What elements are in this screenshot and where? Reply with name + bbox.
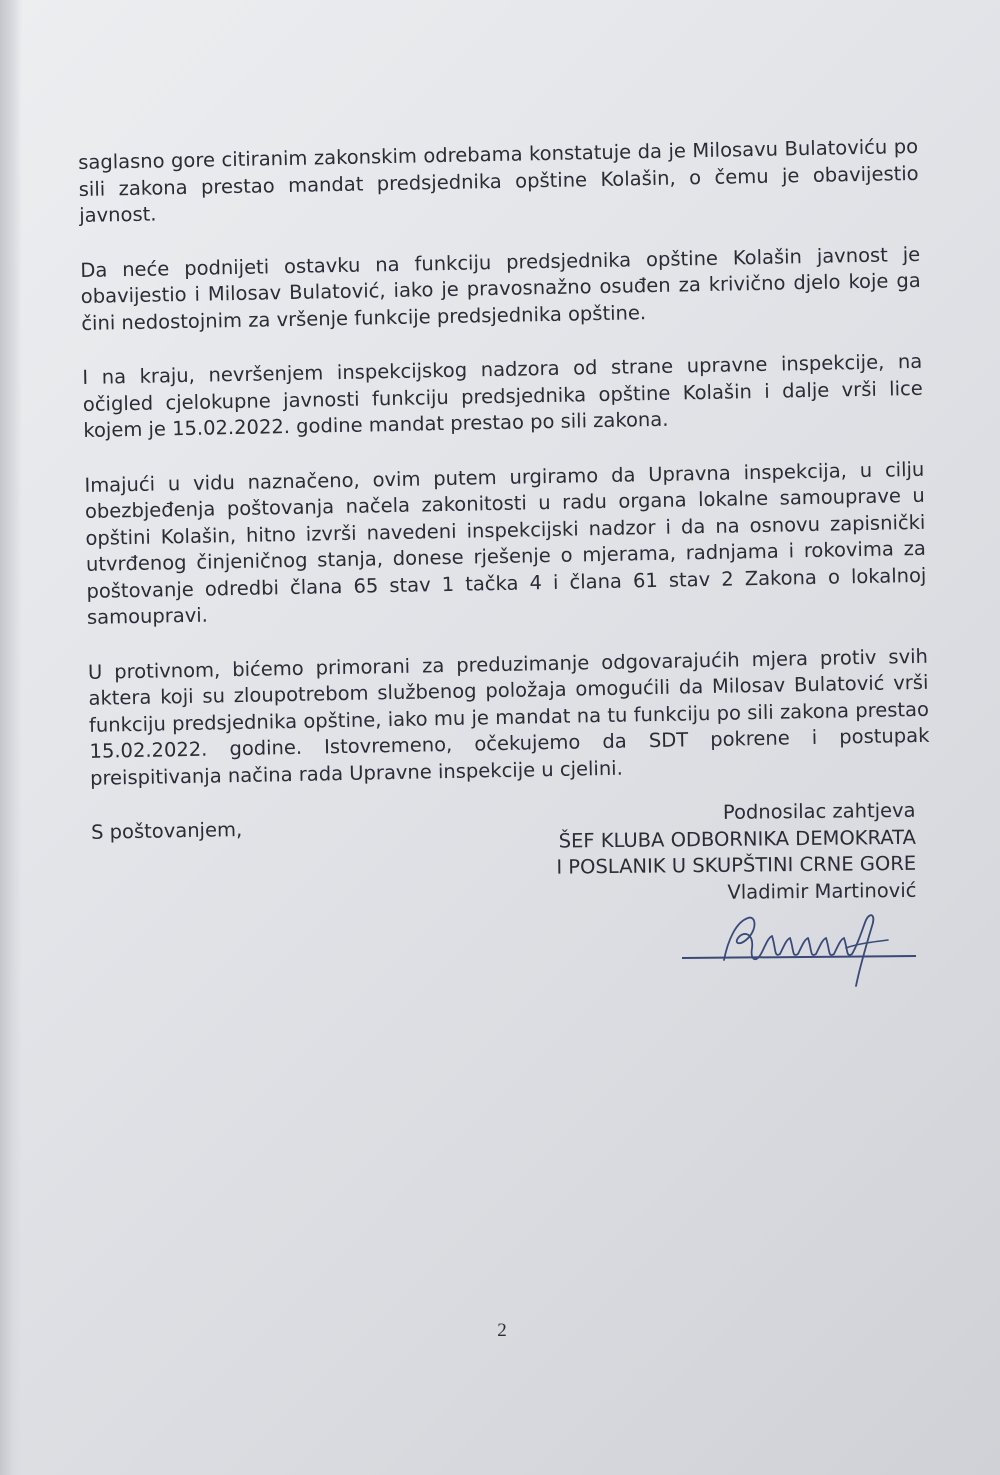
signer-name: Vladimir Martinović xyxy=(727,878,917,904)
paragraph-4: Imajući u vidu naznačeno, ovim putem urgiramo da Upravna inspekcija, u cilju obezbjeđenja poštovanja načela zakonitosti u radu organa lokalne samouprave u opštini Kolašin, hitno izvrši navedeni inspekcijski nadzor i da na osnovu zapisnički utvrđenog činjeničnog stanja, donese rješenje o mjerama, radnjama i rokovima za poštovanje odredbi člana 65 stav 1 tačka 4 i člana 61 stav 2 Zakona o lokalnoj samoupravi. xyxy=(84,457,927,629)
signature-stroke xyxy=(724,915,873,986)
paragraph-1: saglasno gore citiranim zakonskim odrebama konstatuje da je Milosavu Bulatoviću po sili zakona prestao mandat predsjednika opštine Kolašin, o čemu je obavijestio javnost. xyxy=(78,134,919,227)
paragraph-5: U protivnom, bićemo primorani za preduzimanje odgovarajućih mjera protiv svih aktera koji su zloupotrebom službenog položaja omogućili da Milosav Bulatović vrši funkciju predsjednika opštine, iako mu je mandat na tu funkciju po sili zakona prestao 15.02.2022. godine. Istovremeno, očekujemo da SDT pokrene i postupak preispitivanja načina rada Upravne inspekcije u cjelini. xyxy=(87,644,930,790)
signature-underline xyxy=(682,956,916,958)
signer-title-line-1: ŠEF KLUBA ODBORNIKA DEMOKRATA xyxy=(558,825,916,853)
closing-salutation: S poštovanjem, xyxy=(90,817,243,844)
paragraph-3: I na kraju, nevršenjem inspekcijskog nadzora od strane upravne inspekcije, na očigled cjelokupne javnosti funkciju predsjednika opštine Kolašin i dalje vrši lice kojem je 15.02.2022. godine mandat prestao po sili zakona. xyxy=(82,349,923,442)
page-shadow-edge xyxy=(0,0,22,1475)
signer-role: Podnosilac zahtjeva xyxy=(722,798,916,824)
page-number: 2 xyxy=(497,1320,507,1341)
handwritten-signature xyxy=(676,900,926,995)
signer-title-line-2: I POSLANIK U SKUPŠTINI CRNE GORE xyxy=(556,851,917,879)
paragraph-2: Da neće podnijeti ostavku na funkciju predsjednika opštine Kolašin javnost je obavijestio i Milosav Bulatović, iako je pravosnažno osuđen za krivično djelo koje ga čini nedostojnim za vršenje funkcije predsjednika opštine. xyxy=(80,242,921,335)
letter-body xyxy=(78,134,931,846)
signature-block xyxy=(495,798,916,908)
